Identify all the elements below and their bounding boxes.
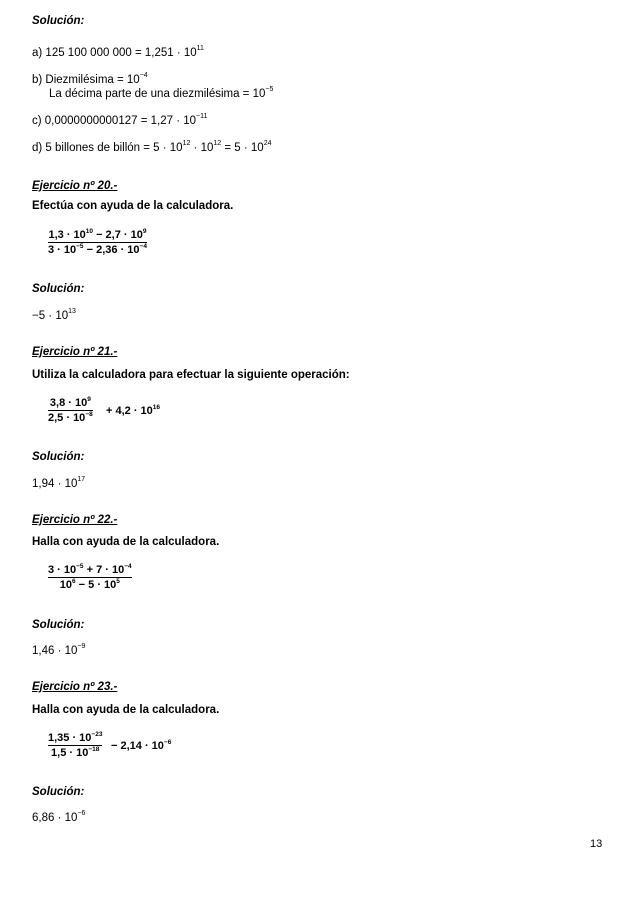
solution-label-top: Solución: [32, 15, 85, 27]
exercise-21-title: Ejercicio nº 21.- [32, 346, 118, 358]
exercise-20-fraction [48, 229, 147, 256]
exercise-22-title: Ejercicio nº 22.- [32, 514, 118, 526]
solution-label-23: Solución: [32, 786, 85, 798]
solution-label-20: Solución: [32, 283, 85, 295]
exercise-22-fraction [48, 564, 132, 591]
exercise-23-numerator: $1,35 \cdot 10^{-23}$ [48, 731, 103, 744]
exercise-22-statement: Halla con ayuda de la calculadora. [32, 536, 220, 548]
exercise-21-fraction [48, 397, 93, 424]
exercise-23-fraction [48, 732, 102, 759]
answer-b: b) Diezmilésima = $10^{-4}$ [32, 72, 148, 86]
exercise-21-tail-term: + $4,2 \cdot 10^{16}$ [106, 404, 161, 417]
answer-c: c) $0,0000000000127 = 1,27 \cdot 10^{-11}$ [32, 113, 208, 127]
fraction-bar [48, 242, 147, 243]
answer-d: d) 5 billones de billón = $5 \cdot 10^{12} \cdot 10^{12} = 5 \cdot 10^{24}$ [32, 140, 272, 154]
exercise-23-statement: Halla con ayuda de la calculadora. [32, 704, 220, 716]
exercise-23-title: Ejercicio nº 23.- [32, 681, 118, 693]
exercise-23-solution: $6,86 \cdot 10^{-6}$ [32, 810, 86, 824]
answer-a: a) 125 100 000 $000 = 1,251 \cdot 10^{11}$ [32, 45, 204, 59]
exercise-20-denominator: $3 \cdot 10^{-5} - 2,36 \cdot 10^{-4}$ [48, 243, 147, 256]
exercise-22-denominator: $10^6 - 5 \cdot 10^5$ [59, 578, 120, 591]
solution-label-22: Solución: [32, 619, 85, 631]
solution-label-21: Solución: [32, 451, 85, 463]
exercise-20-statement: Efectúa con ayuda de la calculadora. [32, 200, 234, 212]
exercise-20-solution: $-5 \cdot 10^{13}$ [32, 308, 76, 322]
exercise-21-statement: Utiliza la calculadora para efectuar la siguiente operación: [32, 369, 350, 381]
page-number: 13 [590, 838, 603, 850]
exercise-23-denominator: $1,5 \cdot 10^{-18}$ [51, 746, 100, 759]
exercise-23-tail-term: − $2,14 \cdot 10^{-6}$ [111, 739, 172, 752]
exercise-21-solution: $1,94 \cdot 10^{17}$ [32, 476, 86, 490]
exercise-20-numerator: $1,3 \cdot 10^{10} - 2,7 \cdot 10^9$ [48, 228, 147, 241]
exercise-22-solution: $1,46 \cdot 10^{-9}$ [32, 643, 86, 657]
exercise-21-numerator: $3,8 \cdot 10^9$ [49, 396, 91, 409]
exercise-22-numerator: $3 \cdot 10^{-5} + 7 \cdot 10^{-4}$ [48, 563, 132, 576]
exercise-20-title: Ejercicio nº 20.- [32, 180, 118, 192]
exercise-21-denominator: $2,5 \cdot 10^{-8}$ [48, 411, 93, 424]
answer-b-second-line: La décima parte de una diezmilésima = $10^{-5}$ [49, 86, 274, 100]
